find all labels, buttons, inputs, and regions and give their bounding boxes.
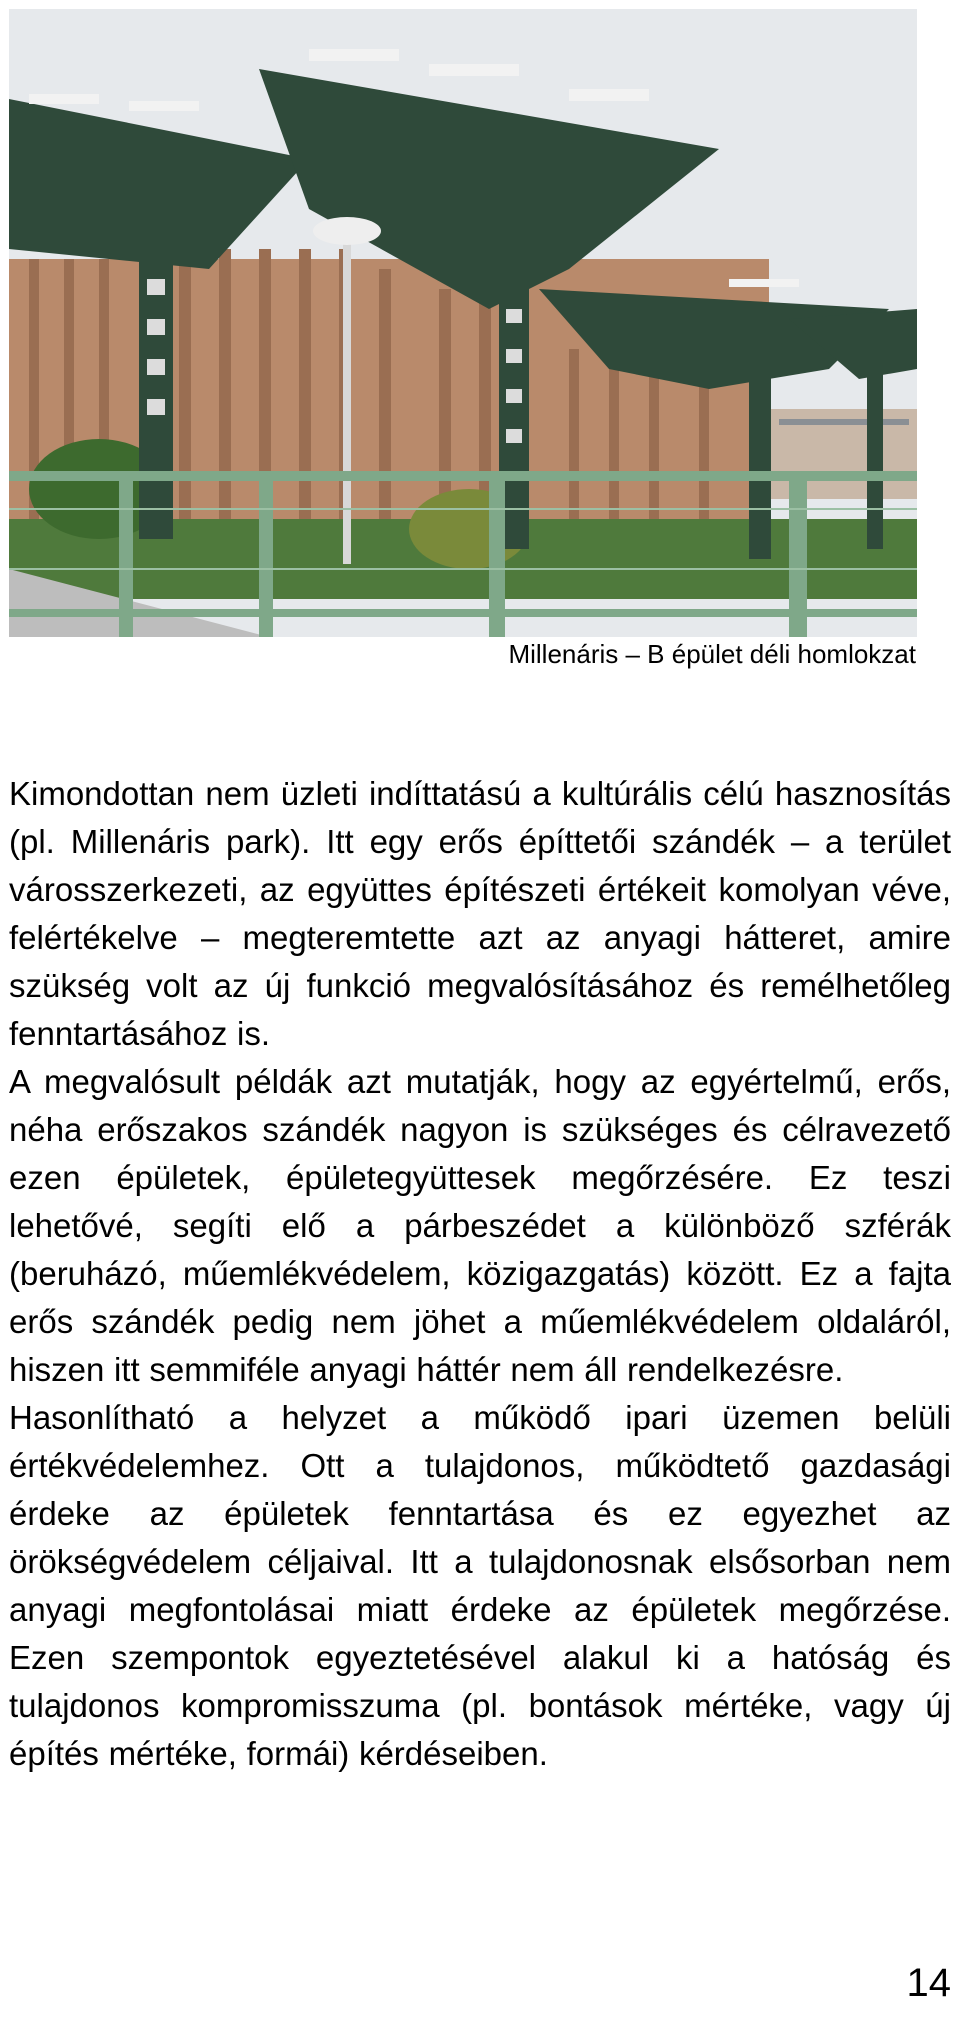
page-number: 14: [906, 1961, 951, 2005]
building-photo-illustration: [9, 9, 917, 637]
figure-caption: Millenáris – B épület déli homlokzat: [508, 639, 916, 669]
paragraph-3: Hasonlítható a helyzet a működő ipari üzemen belüli értékvédelemhez. Ott a tulajdonos, működtető gazdasági érdeke az épületek fenntartása és ez egyezhet az örökségvédelem céljaival. Itt a tulajdonosnak elsősorban nem anyagi megfontolásai miatt érdeke az épületek megőrzése. Ezen szempontok egyeztetésével alakul ki a hatóság és tulajdonos kompromisszuma (pl. bontások mértéke, vagy új építés mértéke, formái) kérdéseiben.: [9, 1399, 951, 1772]
building-photo: [9, 9, 917, 637]
paragraph-1: Kimondottan nem üzleti indíttatású a kultúrális célú hasznosítás (pl. Millenáris park). Itt egy erős építtetői szándék – a terület városszerkezeti, az együttes építészeti értékeit komolyan véve, felértékelve – megteremtette azt az anyagi hátteret, amire szükség volt az új funkció megvalósításához és remélhetőleg fenntartásához is.: [9, 775, 951, 1052]
paragraph-2: A megvalósult példák azt mutatják, hogy az egyértelmű, erős, néha erőszakos szándék nagyon is szükséges és célravezető ezen épületek, épületegyüttesek megőrzésére. Ez teszi lehetővé, segíti elő a párbeszédet a különböző szférák (beruházó, műemlékvédelem, közigazgatás) között. Ez a fajta erős szándék pedig nem jöhet a műemlékvédelem oldaláról, hiszen itt semmiféle anyagi háttér nem áll rendelkezésre.: [9, 1063, 951, 1388]
body-text: [9, 770, 951, 1778]
